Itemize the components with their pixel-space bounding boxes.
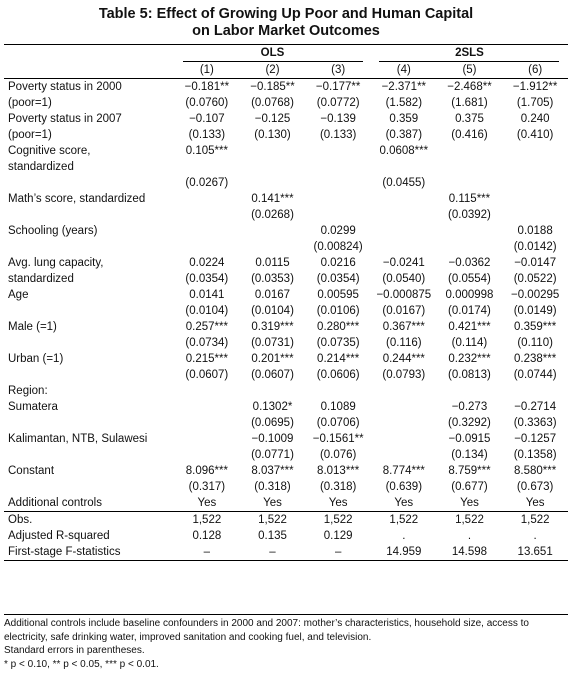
table-cell: Yes <box>502 495 568 512</box>
table-cell: (0.639) <box>385 481 423 493</box>
table-cell: (0.3363) <box>513 417 557 429</box>
table-row <box>4 95 568 111</box>
table-cell: (1.582) <box>385 97 423 109</box>
row-label <box>4 303 174 319</box>
table-cell: (0.0744) <box>513 369 557 381</box>
table-row <box>4 479 568 495</box>
table-cell: (0.0392) <box>448 209 491 221</box>
row-label: standardized <box>8 161 74 173</box>
table-cell: 8.759*** <box>448 465 491 477</box>
table-cell: (0.116) <box>386 337 422 349</box>
row-label <box>4 239 174 255</box>
table-cell: 0.0188 <box>517 225 553 237</box>
row-label: Cognitive score, <box>8 145 91 157</box>
table-row <box>4 383 568 399</box>
table-cell: 0.115*** <box>448 193 491 205</box>
table-cell: Yes <box>371 495 437 512</box>
table-cell: (0.0607) <box>251 369 294 381</box>
table-cell <box>437 143 503 159</box>
table-cell <box>240 159 306 175</box>
table-cell: (0.0174) <box>448 305 491 317</box>
row-label: Age <box>8 289 29 301</box>
table-cell: −0.181** <box>184 81 230 93</box>
table-row <box>4 399 568 415</box>
table-cell: (0.110) <box>517 337 553 349</box>
table-cell: (0.134) <box>451 449 488 461</box>
table-cell: (0.677) <box>451 481 488 493</box>
column-header: (6) <box>502 62 568 79</box>
table-cell: 0.201*** <box>251 353 294 365</box>
table-cell: (0.0768) <box>251 97 294 109</box>
column-header: (5) <box>437 62 503 79</box>
table-cell: 0.232*** <box>448 353 491 365</box>
row-label: Male (=1) <box>8 321 57 333</box>
table-cell: (0.0606) <box>316 369 360 381</box>
table-cell: 0.359*** <box>514 321 557 333</box>
group-header-row <box>4 45 568 63</box>
table-cell: −0.2714 <box>514 401 557 413</box>
table-row <box>4 367 568 383</box>
row-label: Kalimantan, NTB, Sulawesi <box>8 433 148 445</box>
table-cell <box>437 175 503 191</box>
table-row <box>4 495 568 512</box>
table-cell <box>174 223 240 239</box>
table-cell <box>240 143 306 159</box>
table-cell: (0.0731) <box>251 337 294 349</box>
table-cell: (0.0142) <box>513 241 557 253</box>
table-cell: −0.177** <box>315 81 361 93</box>
table-cell: −0.125 <box>254 113 291 125</box>
table-cell: – <box>305 544 371 561</box>
table-row <box>4 239 568 255</box>
table-cell: −0.273 <box>451 401 488 413</box>
table-cell: −1.912** <box>512 81 558 93</box>
table-row <box>4 463 568 479</box>
table-cell: Yes <box>240 495 306 512</box>
table-notes <box>4 614 568 671</box>
table-cell: 0.257*** <box>185 321 228 333</box>
table-cell <box>371 159 437 175</box>
table-cell <box>174 207 240 223</box>
table-cell: 0.1089 <box>320 401 356 413</box>
table-cell: (0.0104) <box>251 305 294 317</box>
table-cell: 0.319*** <box>251 321 294 333</box>
table-cell: (0.130) <box>254 129 291 141</box>
table-cell: (0.410) <box>516 129 554 141</box>
table-row <box>4 223 568 239</box>
note-standard-errors: Standard errors in parentheses. <box>4 645 145 656</box>
table-cell: 8.037*** <box>251 465 294 477</box>
table-cell <box>174 191 240 207</box>
row-label: Poverty status in 2000 <box>8 81 122 93</box>
table-cell: 1,522 <box>323 514 353 526</box>
table-cell: (0.0813) <box>448 369 491 381</box>
table-cell: −0.000875 <box>376 289 432 301</box>
table-cell: (0.0772) <box>316 97 360 109</box>
table-cell: (0.133) <box>188 129 226 141</box>
row-label <box>4 367 174 383</box>
table-cell <box>371 399 437 415</box>
title-line-2: on Labor Market Outcomes <box>192 23 380 39</box>
table-cell: −0.1009 <box>251 433 294 445</box>
table-cell <box>305 143 371 159</box>
table-cell: Yes <box>174 495 240 512</box>
table-cell: (0.00824) <box>313 241 363 253</box>
table-cell: (0.318) <box>254 481 291 493</box>
row-label: Schooling (years) <box>8 225 98 237</box>
table-cell: 0.280*** <box>317 321 360 333</box>
table-row <box>4 319 568 335</box>
table-cell <box>305 207 371 223</box>
table-cell: 0.0167 <box>254 289 291 301</box>
table-row <box>4 335 568 351</box>
row-label: (poor=1) <box>8 129 52 141</box>
table-row <box>4 255 568 271</box>
table-cell: 0.105*** <box>185 145 228 157</box>
table-cell: (0.416) <box>451 129 488 141</box>
table-cell: 13.651 <box>502 544 568 561</box>
table-cell: (0.0760) <box>185 97 229 109</box>
table-cell: (0.0455) <box>382 177 426 189</box>
table-cell: 0.000998 <box>445 289 494 301</box>
table-cell: – <box>240 544 306 561</box>
table-cell <box>174 383 240 399</box>
table-cell: 0.141*** <box>251 193 294 205</box>
table-cell: −0.0362 <box>448 257 491 269</box>
table-cell <box>174 415 240 431</box>
table-cell: 0.421*** <box>448 321 491 333</box>
table-cell: (0.114) <box>451 337 488 349</box>
table-cell: (1.705) <box>516 97 554 109</box>
table-cell: 0.0224 <box>189 257 225 269</box>
table-cell: −0.0915 <box>448 433 491 445</box>
table-cell <box>240 239 306 255</box>
table-cell: (0.0353) <box>251 273 294 285</box>
table-title <box>0 0 572 40</box>
table-cell <box>174 159 240 175</box>
table-row <box>4 191 568 207</box>
table-cell: 0.244*** <box>382 353 425 365</box>
table-row <box>4 159 568 175</box>
row-label: Sumatera <box>8 401 58 413</box>
table-cell: 1,522 <box>455 514 484 526</box>
table-cell: −0.185** <box>250 81 295 93</box>
row-label: Adjusted R-squared <box>8 530 110 542</box>
table-cell: (0.0268) <box>251 209 294 221</box>
table-cell: 1,522 <box>389 514 419 526</box>
row-label <box>4 415 174 431</box>
table-cell: (0.0540) <box>382 273 426 285</box>
row-label: Avg. lung capacity, <box>8 257 104 269</box>
row-label <box>4 207 174 223</box>
table-row <box>4 111 568 127</box>
column-header: (2) <box>240 62 306 79</box>
table-cell <box>174 399 240 415</box>
row-label: Poverty status in 2007 <box>8 113 122 125</box>
regression-table <box>4 44 568 561</box>
table-row <box>4 143 568 159</box>
table-cell: (0.0695) <box>251 417 294 429</box>
ols-group-label: OLS <box>183 45 363 62</box>
table-row <box>4 127 568 143</box>
table-cell: (0.0167) <box>382 305 426 317</box>
row-label: (poor=1) <box>8 97 52 109</box>
table-cell <box>371 207 437 223</box>
table-cell: . <box>467 530 472 542</box>
row-label: Region: <box>8 385 48 397</box>
table-cell <box>502 191 568 207</box>
row-label: Urban (=1) <box>8 353 64 365</box>
row-label <box>4 175 174 191</box>
table-cell <box>371 431 437 447</box>
table-cell: (0.387) <box>385 129 423 141</box>
table-cell: 14.959 <box>371 544 437 561</box>
note-significance: * p < 0.10, ** p < 0.05, *** p < 0.01. <box>4 658 159 670</box>
table-cell: 0.0141 <box>189 289 225 301</box>
table-cell: (0.1358) <box>513 449 557 461</box>
title-line-1: Table 5: Effect of Growing Up Poor and Human Capital <box>98 6 474 22</box>
table-cell <box>502 175 568 191</box>
table-cell <box>174 431 240 447</box>
table-cell: 0.135 <box>258 530 287 542</box>
table-cell: (0.0354) <box>185 273 229 285</box>
table-cell: 1,522 <box>192 514 222 526</box>
table-cell: 0.367*** <box>382 321 425 333</box>
row-label: Math’s score, standardized <box>8 193 146 205</box>
column-header: (3) <box>305 62 371 79</box>
table-cell: (0.0149) <box>513 305 557 317</box>
table-cell: −0.107 <box>189 113 225 125</box>
table-cell: (0.0607) <box>185 369 229 381</box>
table-cell: 0.240 <box>520 113 550 125</box>
column-header: (4) <box>371 62 437 79</box>
table-cell: 14.598 <box>437 544 503 561</box>
table-row <box>4 287 568 303</box>
table-cell <box>437 383 503 399</box>
table-row <box>4 528 568 544</box>
table-cell: −2.468** <box>447 81 492 93</box>
table-cell: (0.076) <box>319 449 357 461</box>
table-row <box>4 351 568 367</box>
table-cell: 1,522 <box>258 514 287 526</box>
table-cell <box>371 415 437 431</box>
table-cell: 0.0299 <box>320 225 356 237</box>
table-cell: 0.0216 <box>320 257 356 269</box>
table-cell <box>174 447 240 463</box>
row-label <box>4 479 174 495</box>
table-cell: 8.096*** <box>185 465 228 477</box>
table-cell: 0.128 <box>192 530 222 542</box>
table-cell <box>240 175 306 191</box>
2sls-group-label: 2SLS <box>379 45 559 62</box>
table-row <box>4 544 568 561</box>
table-cell: 0.359 <box>389 113 419 125</box>
table-cell <box>437 223 503 239</box>
table-cell: (0.0354) <box>316 273 360 285</box>
table-cell <box>240 223 306 239</box>
table-row <box>4 431 568 447</box>
table-cell: (0.0771) <box>251 449 294 461</box>
table-cell: 0.375 <box>455 113 484 125</box>
row-label: First-stage F-statistics <box>4 544 174 561</box>
table-body <box>4 79 568 561</box>
table-cell: 0.215*** <box>185 353 228 365</box>
table-cell: 0.0115 <box>255 257 290 269</box>
table-cell: 1,522 <box>520 514 550 526</box>
table-cell: 0.129 <box>323 530 353 542</box>
table-cell <box>305 191 371 207</box>
table-cell <box>371 223 437 239</box>
table-cell: (0.133) <box>319 129 357 141</box>
row-label: Obs. <box>8 514 33 526</box>
table-cell: Yes <box>305 495 371 512</box>
row-label: Additional controls <box>4 495 174 512</box>
table-cell: 0.0608*** <box>379 145 429 157</box>
table-cell: −2.371** <box>381 81 427 93</box>
column-header: (1) <box>174 62 240 79</box>
table-cell <box>502 207 568 223</box>
table-cell: . <box>533 530 537 542</box>
table-row <box>4 271 568 287</box>
table-cell: (0.0267) <box>185 177 229 189</box>
table-cell: 8.774*** <box>382 465 425 477</box>
table-cell: . <box>402 530 406 542</box>
table-cell: Yes <box>437 495 503 512</box>
table-cell <box>371 191 437 207</box>
table-cell: −0.0147 <box>514 257 557 269</box>
table-cell <box>174 239 240 255</box>
table-cell: −0.139 <box>320 113 356 125</box>
table-cell: −0.1561** <box>312 433 364 445</box>
table-cell <box>437 239 503 255</box>
row-label: Constant <box>8 465 55 477</box>
table-cell <box>502 143 568 159</box>
table-row <box>4 175 568 191</box>
row-label <box>4 335 174 351</box>
table-cell: 8.013*** <box>317 465 360 477</box>
table-cell: 0.238*** <box>514 353 557 365</box>
table-cell <box>437 159 503 175</box>
table-cell <box>371 239 437 255</box>
column-header-row <box>4 62 568 79</box>
table-cell <box>305 383 371 399</box>
table-cell: (0.3292) <box>448 417 491 429</box>
table-row <box>4 512 568 529</box>
table-row <box>4 79 568 96</box>
table-cell: (0.0793) <box>382 369 426 381</box>
table-cell: 0.1302* <box>252 401 293 413</box>
table-cell: (0.0734) <box>185 337 229 349</box>
table-cell <box>305 159 371 175</box>
table-cell: 0.00595 <box>317 289 359 301</box>
table-cell <box>502 383 568 399</box>
table-cell: −0.1257 <box>514 433 557 445</box>
table-cell: (0.0522) <box>513 273 557 285</box>
table-cell <box>371 383 437 399</box>
table-row <box>4 447 568 463</box>
table-cell <box>240 383 306 399</box>
table-cell: (0.673) <box>516 481 554 493</box>
row-label: standardized <box>8 273 74 285</box>
table-row <box>4 415 568 431</box>
table-cell: (1.681) <box>451 97 488 109</box>
table-cell <box>502 159 568 175</box>
note-controls: Additional controls include baseline confounders in 2000 and 2007: mother’s characteristics, household size, access to electricity, safe drinking water, improved sanitation and cooking fuel, and television. <box>4 618 529 643</box>
row-label <box>4 447 174 463</box>
table-cell: (0.317) <box>188 481 226 493</box>
table-cell <box>371 447 437 463</box>
table-row <box>4 303 568 319</box>
table-cell: −0.0241 <box>382 257 425 269</box>
table-cell: −0.00295 <box>511 289 560 301</box>
table-cell: (0.0706) <box>316 417 360 429</box>
table-cell: (0.0554) <box>448 273 491 285</box>
table-cell <box>305 175 371 191</box>
table-cell: (0.318) <box>319 481 357 493</box>
table-cell: 8.580*** <box>514 465 557 477</box>
table-cell: 0.214*** <box>317 353 360 365</box>
table-row <box>4 207 568 223</box>
table-cell: (0.0735) <box>316 337 360 349</box>
table-cell: (0.0106) <box>316 305 360 317</box>
table-cell: – <box>174 544 240 561</box>
table-cell: (0.0104) <box>185 305 229 317</box>
